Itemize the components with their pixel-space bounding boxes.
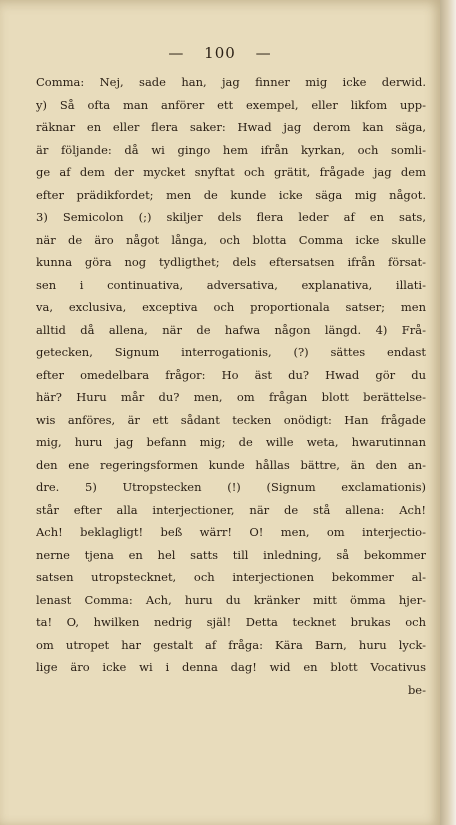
text-line: y) Så ofta man anförer ett exempel, eller likfom upp- — [36, 97, 426, 112]
text-line: efter omedelbara frågor: Ho äst du? Hwad gör du — [36, 367, 426, 382]
text-line: står efter alla interjectioner, när de stå allena: Ach! — [36, 502, 426, 517]
text-line: satsen utropstecknet, och interjectionen bekommer al- — [36, 570, 426, 584]
text-line: räknar en eller flera saker: Hwad jag derom kan säga, — [36, 120, 426, 134]
text-line: ta! O, hwilken nedrig själ! Detta tecknet brukas och — [36, 615, 426, 629]
text-line: 3) Semicolon (;) skiljer dels flera leder af en sats, — [36, 210, 426, 224]
text-line: här? Huru mår du? men, om frågan blott berättelse- — [36, 390, 426, 404]
text-line: den ene regeringsformen kunde hållas bättre, än den an- — [36, 457, 426, 472]
text-line: getecken, Signum interrogationis, (?) sättes endast — [36, 345, 426, 359]
text-line: dre. 5) Utropstecken (!) (Signum exclamationis) — [36, 480, 426, 494]
text-line: alltid då allena, när de hafwa någon längd. 4) Frå- — [36, 322, 426, 337]
text-line: mig, huru jag befann mig; de wille weta, hwarutinnan — [36, 435, 426, 449]
text-line: wis anföres, är ett sådant tecken onödigt: Han frågade — [36, 412, 426, 427]
text-line: Comma: Nej, sade han, jag finner mig icke derwid. — [36, 75, 426, 89]
header-dash-left: — — [168, 44, 185, 62]
header-dash-right: — — [255, 44, 272, 62]
text-line: efter prädikfordet; men de kunde icke säga mig något. — [36, 187, 426, 202]
page-header — [0, 44, 440, 62]
text-line: ge af dem der mycket snyftat och grätit, frågade jag dem — [36, 165, 426, 179]
text-line: lige äro icke wi i denna dag! wid en blott Vocativus — [36, 660, 426, 674]
text-line: om utropet har gestalt af fråga: Kära Barn, huru lyck- — [36, 637, 426, 652]
text-line: Ach! beklagligt! beß wärr! O! men, om interjectio- — [36, 525, 426, 539]
text-line: be- — [407, 682, 426, 697]
text-line: va, exclusiva, exceptiva och proportionala satser; men — [36, 300, 426, 314]
text-line: nerne tjena en hel satts till inledning, så bekommer — [36, 547, 426, 562]
text-line: kunna göra nog tydligthet; dels eftersatsen ifrån försat- — [36, 255, 426, 269]
text-line: är följande: då wi gingo hem ifrån kyrkan, och somli- — [36, 142, 426, 157]
page-number: 100 — [204, 44, 236, 62]
body-text — [36, 71, 426, 701]
text-line: sen i continuativa, adversativa, explanativa, illati- — [36, 277, 426, 292]
text-line: lenast Comma: Ach, huru du kränker mitt ömma hjer- — [36, 592, 426, 607]
text-line: när de äro något långa, och blotta Comma icke skulle — [36, 232, 426, 247]
page-edge — [440, 0, 456, 825]
